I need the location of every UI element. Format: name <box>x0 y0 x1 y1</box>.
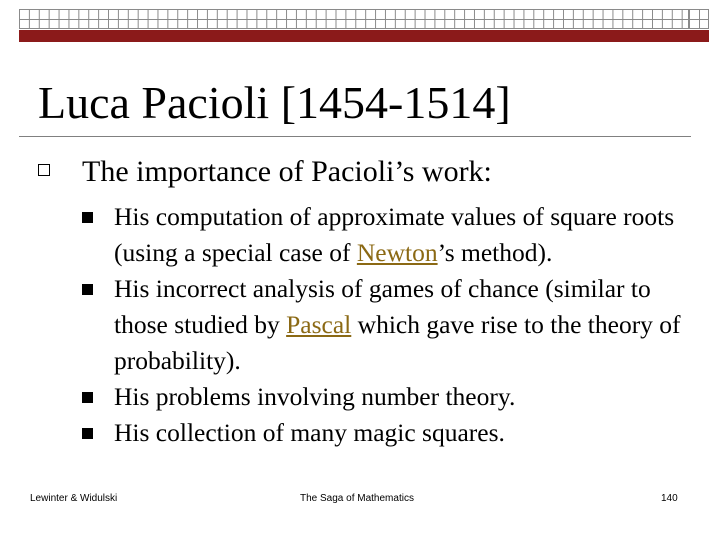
filled-square-bullet-icon <box>82 284 93 295</box>
sub-bullet-1 <box>82 199 682 271</box>
sub-bullet-3 <box>82 379 682 415</box>
sub-bullet-text: ’s method). <box>437 238 553 267</box>
filled-square-bullet-icon <box>82 212 93 223</box>
main-bullet <box>38 155 492 189</box>
main-bullet-text: The importance of Pacioli’s work: <box>82 155 492 188</box>
sub-bullet-2 <box>82 271 682 379</box>
pascal-link[interactable]: Pascal <box>286 310 352 339</box>
title-divider <box>19 136 691 137</box>
filled-square-bullet-icon <box>82 392 93 403</box>
sub-bullet-text: His computation of approximate values of square roots (using a special case of <box>114 202 675 267</box>
header-red-bar <box>19 30 689 42</box>
sub-bullet-text: His problems involving number theory. <box>114 382 516 411</box>
footer-page-number: 140 <box>661 493 678 504</box>
sub-bullet-text: which gave rise to the theory of probability). <box>114 310 681 375</box>
footer-book-title: The Saga of Mathematics <box>300 493 414 504</box>
slide-title: Luca Pacioli [1454-1514] <box>38 77 511 128</box>
filled-square-bullet-icon <box>82 428 93 439</box>
newton-link[interactable]: Newton <box>356 238 438 267</box>
hollow-square-bullet-icon <box>38 164 50 176</box>
footer-authors: Lewinter & Widulski <box>30 493 118 504</box>
header-corner-red <box>689 30 709 42</box>
sub-bullet-text: His collection of many magic squares. <box>114 418 505 447</box>
header-grid-bar <box>19 9 689 29</box>
sub-bullet-list <box>82 199 682 451</box>
sub-bullet-text: His incorrect analysis of games of chance (similar to those studied by <box>114 274 651 339</box>
header-corner-grid <box>689 9 709 29</box>
sub-bullet-4 <box>82 415 682 451</box>
